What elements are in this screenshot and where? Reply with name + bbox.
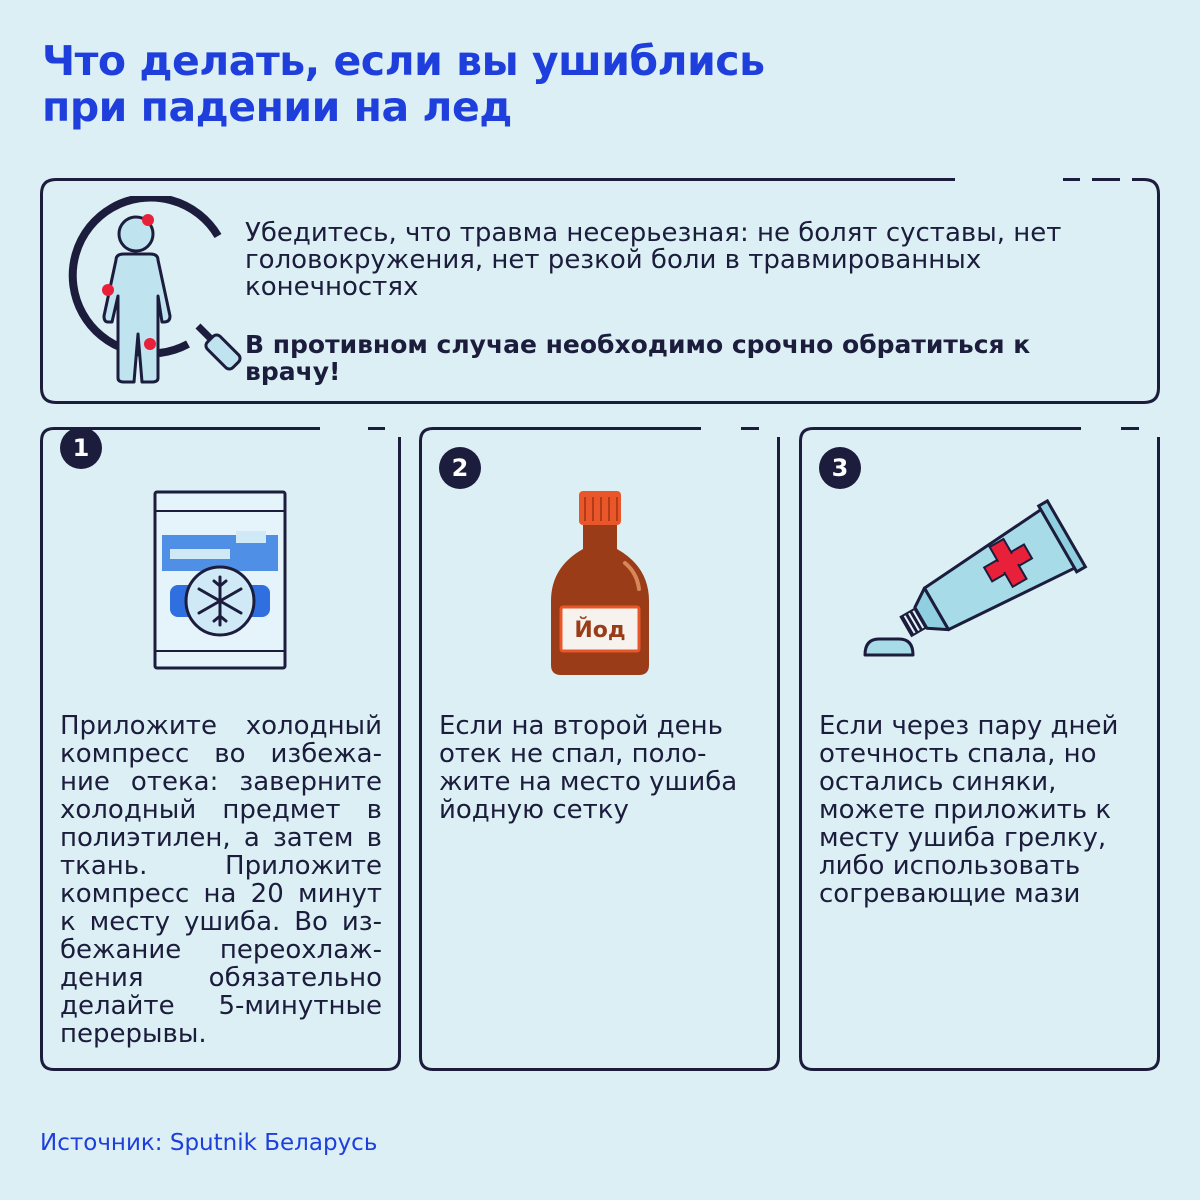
- intro-warning: В противном случае необходимо срочно обратиться к врачу!: [245, 330, 1031, 386]
- step-text-2: Если на второй день отек не спал, положите на место ушиба йодную сетку: [439, 711, 738, 825]
- step-text-1: Приложите холодный компресс во избежание отека: заверните холодный предмет в полиэтилен, а затем в ткань. Приложите компресс на 20 минут к месту ушиба. Во избежание переохлаждения обязательно делайте 5-минутные перерывы.: [60, 711, 382, 1049]
- step-card-1: [40, 427, 401, 1071]
- intro-text-block: [245, 220, 1125, 385]
- step-number-1: 1: [60, 427, 102, 469]
- title-line-1: Что делать, если вы ушиблись: [42, 37, 765, 85]
- step-text-3: Если через пару дней отечность спала, но остались синяки, можете приложить к месту ушиба грелку, либо использовать согревающие мази: [819, 711, 1119, 909]
- step-card-2: [419, 427, 780, 1071]
- step-number-2: 2: [439, 447, 481, 489]
- ice-pack-icon: [152, 489, 288, 671]
- ointment-tube-icon: [863, 489, 1099, 675]
- step-card-3: [799, 427, 1160, 1071]
- body-inspection-icon: [68, 196, 258, 386]
- iodine-label: Йод: [574, 618, 626, 643]
- iodine-bottle-icon: [547, 489, 653, 677]
- source-credit: Источник: Sputnik Беларусь: [40, 1130, 378, 1156]
- step-number-3: 3: [819, 447, 861, 489]
- title-line-2: при падении на лед: [42, 83, 512, 131]
- page-title: [42, 38, 1142, 130]
- intro-text: Убедитесь, что травма несерьезная: не болят суставы, нет головокружения, нет резкой боли в травмированных конечностях: [245, 218, 1062, 302]
- intro-panel: [40, 178, 1160, 404]
